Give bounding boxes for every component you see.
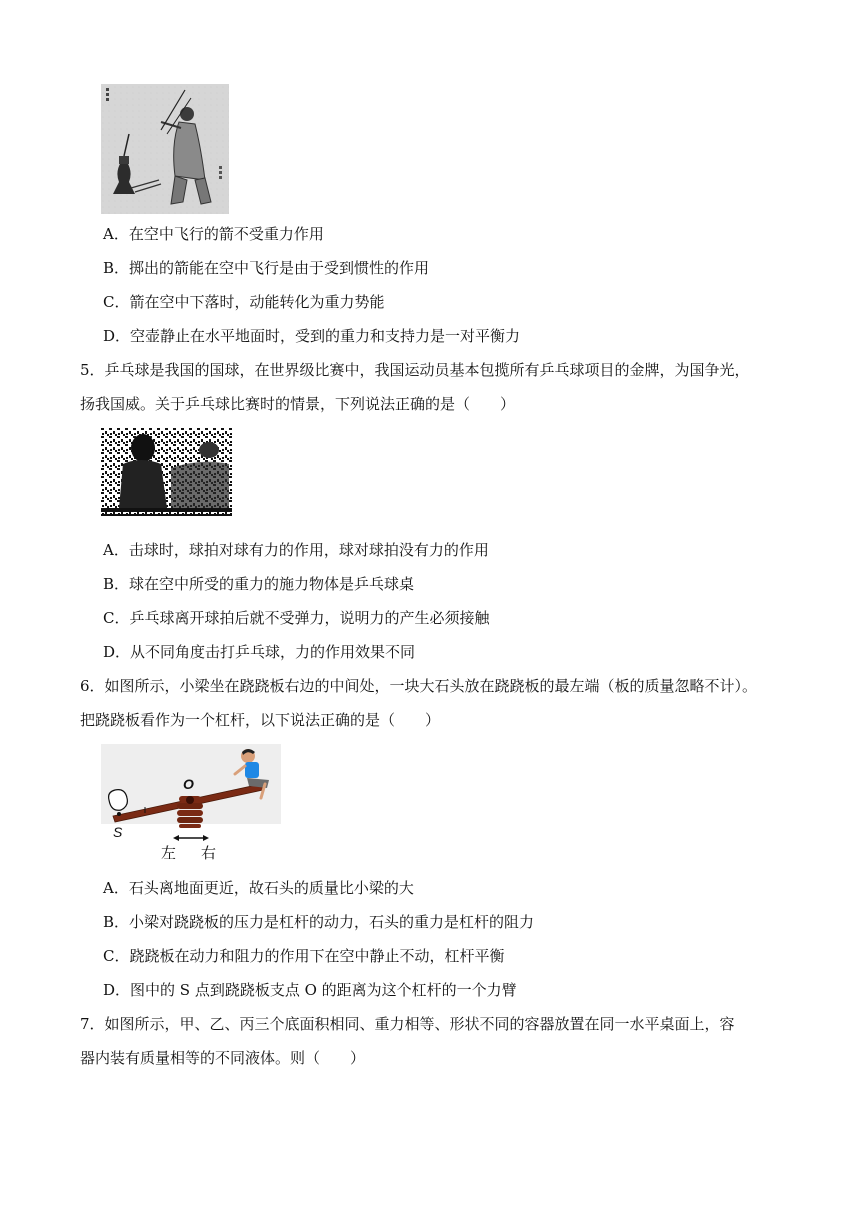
- q5-option-c: C．乒乓球离开球拍后就不受弹力，说明力的产生必须接触: [103, 609, 490, 627]
- q6-option-c: C．跷跷板在动力和阻力的作用下在空中静止不动，杠杆平衡: [103, 947, 505, 965]
- q5-option-a: A．击球时，球拍对球有力的作用，球对球拍没有力的作用: [103, 541, 489, 559]
- q4-option-d: D．空壶静止在水平地面时，受到的重力和支持力是一对平衡力: [103, 327, 521, 345]
- pivot-label-o: O: [183, 776, 194, 792]
- q6-option-b: B．小梁对跷跷板的压力是杠杆的动力，石头的重力是杠杆的阻力: [103, 913, 535, 931]
- direction-label-left: 左: [161, 844, 177, 862]
- q7-stem-line2: 器内装有质量相等的不同液体。则（ ）: [80, 1049, 366, 1067]
- point-label-s: S: [113, 824, 123, 840]
- q5-stem-line2: 扬我国威。关于乒乓球比赛时的情景，下列说法正确的是（ ）: [80, 395, 516, 413]
- direction-label-right: 右: [201, 844, 217, 862]
- q7-stem-line1: 7．如图所示，甲、乙、丙三个底面积相同、重力相等、形状不同的容器放置在同一水平桌面上，容: [80, 1015, 735, 1033]
- q6-option-d: D．图中的 S 点到跷跷板支点 O 的距离为这个杠杆的一个力臂: [103, 981, 517, 999]
- q6-option-a: A．石头离地面更近，故石头的质量比小梁的大: [103, 879, 414, 897]
- q4-option-a: A．在空中飞行的箭不受重力作用: [103, 225, 324, 243]
- table-tennis-photo: [101, 428, 232, 526]
- q4-option-b: B．掷出的箭能在空中飞行是由于受到惯性的作用: [103, 259, 430, 277]
- q6-stem-line1: 6．如图所示，小梁坐在跷跷板右边的中间处，一块大石头放在跷跷板的最左端（板的质量忽略不计）。: [80, 677, 758, 695]
- pitch-pot-painting: [101, 84, 229, 214]
- q5-stem-line1: 5．乒乓球是我国的国球，在世界级比赛中，我国运动员基本包揽所有乒乓球项目的金牌，为国争光，: [80, 361, 750, 379]
- q4-option-c: C．箭在空中下落时，动能转化为重力势能: [103, 293, 385, 311]
- q6-stem-line2: 把跷跷板看作为一个杠杆，以下说法正确的是（ ）: [80, 711, 441, 729]
- q5-option-d: D．从不同角度击打乒乓球，力的作用效果不同: [103, 643, 416, 661]
- q5-option-b: B．球在空中所受的重力的施力物体是乒乓球桌: [103, 575, 415, 593]
- seesaw-diagram: [101, 744, 282, 864]
